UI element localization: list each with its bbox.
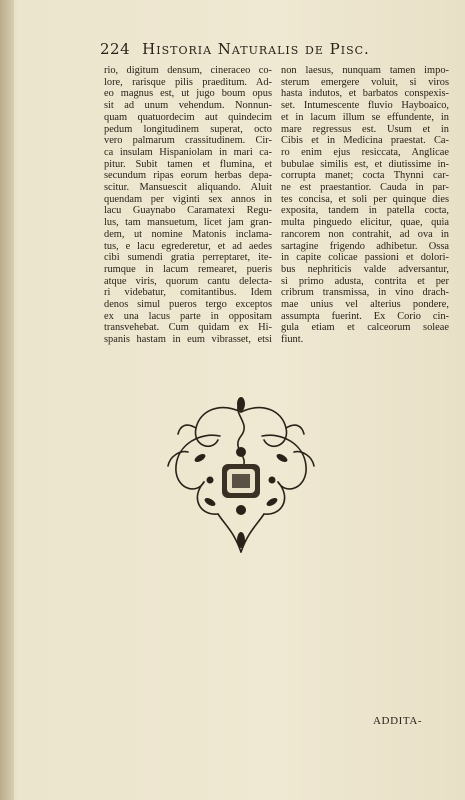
text-column-left xyxy=(104,65,272,346)
right-column-line: bubulae similis est, et diutissime in- xyxy=(281,158,449,170)
left-column-line: lore, rarisque pilis praeditum. Ad- xyxy=(104,76,272,88)
left-column-line: ex una lacus parte in oppositam xyxy=(104,310,272,322)
right-column-line: si primo adusta, contrita et per xyxy=(281,275,449,287)
right-column-line: Cibis et in Medicina praestat. Ca- xyxy=(281,135,449,147)
catchword: ADDITA- xyxy=(373,715,423,727)
left-column-line: rumque in lacum remearet, pueris xyxy=(104,263,272,275)
left-column-line: quendam per viginti sex annos in xyxy=(104,193,272,205)
left-column-line: quam quatuordecim aut quindecim xyxy=(104,111,272,123)
right-column-line: hasta indutos, et barbatos conspexis- xyxy=(281,88,449,100)
left-column-line: secundum ripas eorum herbas depa- xyxy=(104,170,272,182)
left-column-line: atque viris, quorum cantu delecta- xyxy=(104,275,272,287)
running-head: Historia Naturalis de Pisc. xyxy=(142,40,370,58)
left-column-line: spanis hastam in eum vibrasset, etsi xyxy=(104,334,272,346)
left-column-line: transvehebat. Cum quidam ex Hi- xyxy=(104,322,272,334)
left-column-line: scitur. Mansuescit aliquando. Aluit xyxy=(104,182,272,194)
right-column-line: tes concisa, et soli per quinque dies xyxy=(281,193,449,205)
right-column-line: assumpta fuerint. Ex Corio cin- xyxy=(281,310,449,322)
right-column-line: sterum emergere voluit, si viros xyxy=(281,76,449,88)
right-column-line: exposita, tandem in patella cocta, xyxy=(281,205,449,217)
right-column-line: non laesus, nunquam tamen impo- xyxy=(281,65,449,76)
right-column-line: cribrum transmissa, in vino drach- xyxy=(281,287,449,299)
left-column-line: vero palmarum crassitudinem. Cir- xyxy=(104,135,272,147)
left-column-line: pitur. Subit tamen et flumina, et xyxy=(104,158,272,170)
right-column-line: sartagine frigendo adhibetur. Ossa xyxy=(281,240,449,252)
left-column-line: cibi sumendi gratia perreptaret, ite- xyxy=(104,252,272,264)
right-column-line: rancorem non contrahit, ad ova in xyxy=(281,228,449,240)
left-column-line: lus, tam mansuetum, licet jam gran- xyxy=(104,217,272,229)
binding-gutter xyxy=(0,0,14,800)
left-column-line: rio, digitum densum, cineraceo co- xyxy=(104,65,272,76)
left-column-line: sit ad unum vehendum. Nonnun- xyxy=(104,100,272,112)
page-number: 224 xyxy=(100,40,131,58)
left-column-line: tus, e lacu egrederetur, et ad aedes xyxy=(104,240,272,252)
left-column-line: ri videbatur, comitantibus. Idem xyxy=(104,287,272,299)
left-column-line: denos simul pueros tergo exceptos xyxy=(104,299,272,311)
right-column-line: in capite colicae passioni et dolori- xyxy=(281,252,449,264)
left-column-line: lacu Guaynabo Caramatexi Regu- xyxy=(104,205,272,217)
left-column-line: ca insulam Hispaniolam in mari ca- xyxy=(104,146,272,158)
right-column-line: set. Intumescente fluvio Hayboaico, xyxy=(281,100,449,112)
right-column-line: fiunt. xyxy=(281,334,304,346)
right-column-line: et in lacum illum se effundente, in xyxy=(281,111,449,123)
floral-ornament-icon xyxy=(160,392,322,562)
right-column-line: ro enim ejus resiccata, Anglicae xyxy=(281,146,449,158)
page-header xyxy=(100,40,445,62)
right-column-line: ne est praestantior. Cauda in par- xyxy=(281,182,449,194)
right-column-line: mare regressus est. Usum et in xyxy=(281,123,449,135)
left-column-line: eo magnus est, ut jugo boum opus xyxy=(104,88,272,100)
right-column-line: gula etiam et calceorum soleae xyxy=(281,322,449,334)
text-column-right xyxy=(281,65,449,346)
right-column-line: bus nephriticis valde adversantur, xyxy=(281,263,449,275)
right-column-line: corrupta manet; cocta Thynni car- xyxy=(281,170,449,182)
left-column-line: pedum longitudinem superat, octo xyxy=(104,123,272,135)
right-column-line: mae unius vel alterius pondere, xyxy=(281,299,449,311)
right-column-line: multa pinguedo elicitur, quae, quia xyxy=(281,217,449,229)
left-column-line: dem, ut nomine Matonis inclama- xyxy=(104,228,272,240)
